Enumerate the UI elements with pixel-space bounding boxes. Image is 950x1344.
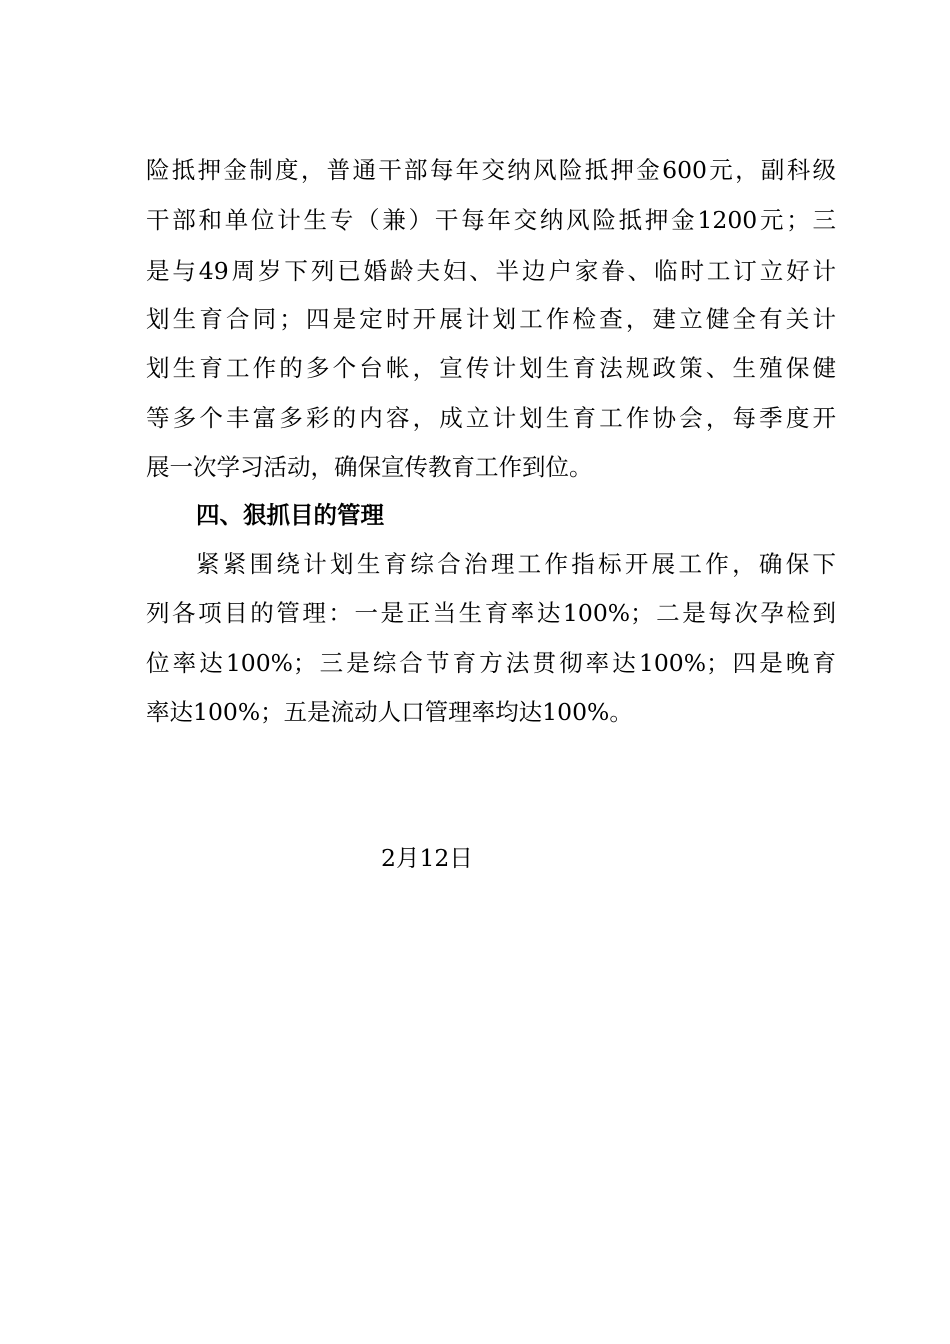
paragraph-line: 是与49周岁下列已婚龄夫妇、半边户家眷、临时工订立好计: [146, 257, 836, 285]
paragraph-line: 紧紧围绕计划生育综合治理工作指标开展工作，确保下: [196, 550, 836, 578]
paragraph-line: 干部和单位计生专（兼）干每年交纳风险抵押金1200元；三: [146, 206, 836, 234]
paragraph-line: 划生育工作的多个台帐，宣传计划生育法规政策、生殖保健: [146, 354, 836, 382]
paragraph-line: 列各项目的管理：一是正当生育率达100%；二是每次孕检到: [146, 599, 836, 627]
paragraph-line: 率达100%；五是流动人口管理率均达100%。: [146, 698, 633, 726]
paragraph-line: 展一次学习活动，确保宣传教育工作到位。: [146, 453, 593, 481]
section-heading: 四、狠抓目的管理: [196, 501, 384, 529]
paragraph-line: 位率达100%；三是综合节育方法贯彻率达100%；四是晚育: [146, 649, 836, 677]
paragraph-line: 划生育合同；四是定时开展计划工作检查，建立健全有关计: [146, 305, 836, 333]
paragraph-line: 险抵押金制度，普通干部每年交纳风险抵押金600元，副科级: [146, 156, 836, 184]
document-date: 2月12日: [381, 844, 473, 872]
paragraph-line: 等多个丰富多彩的内容，成立计划生育工作协会，每季度开: [146, 404, 836, 432]
